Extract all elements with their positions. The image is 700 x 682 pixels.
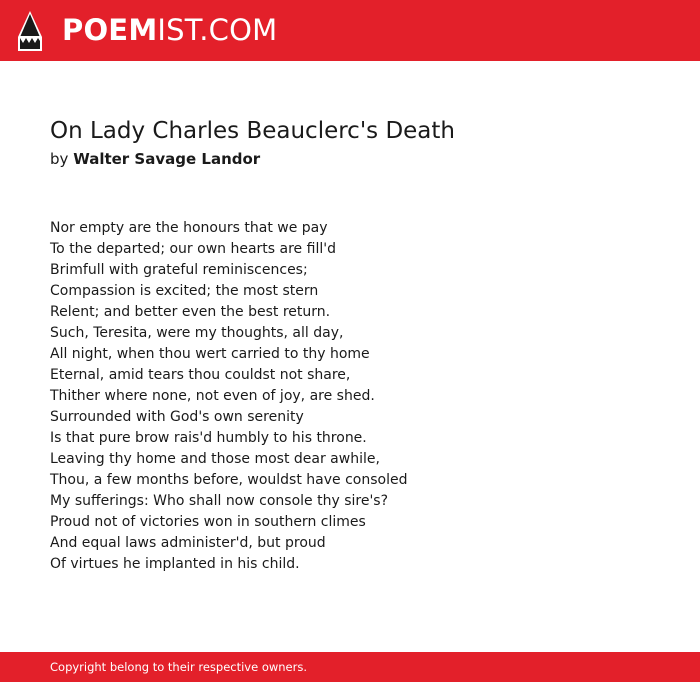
poem-line: Compassion is excited; the most stern (50, 283, 319, 299)
poem-line: Such, Teresita, were my thoughts, all day, (50, 325, 344, 341)
logo-light-text: IST.COM (157, 13, 278, 47)
poem-title: On Lady Charles Beauclerc's Death (50, 118, 455, 144)
poem-line: Is that pure brow rais'd humbly to his throne. (50, 430, 367, 446)
poem-byline (50, 148, 260, 170)
site-header (0, 0, 700, 61)
poem-line: Eternal, amid tears thou couldst not share, (50, 367, 351, 383)
poem-line: My sufferings: Who shall now console thy sire's? (50, 493, 389, 509)
copyright-notice: Copyright belong to their respective owners. (50, 660, 308, 674)
poem-line: Brimfull with grateful reminiscences; (50, 262, 308, 278)
poem-line: Leaving thy home and those most dear awhile, (50, 451, 380, 467)
poem-line: To the departed; our own hearts are fill'd (50, 241, 336, 257)
pencil-logo-icon[interactable] (17, 10, 43, 52)
logo-bold-text: POEM (62, 13, 158, 47)
site-footer (0, 652, 700, 682)
poem-line: Nor empty are the honours that we pay (50, 220, 328, 236)
poem-line: Of virtues he implanted in his child. (50, 556, 300, 572)
author-name: Walter Savage Landor (73, 150, 261, 168)
site-logo-link[interactable] (62, 12, 277, 48)
poem-line: Relent; and better even the best return. (50, 304, 331, 320)
by-label: by (50, 150, 69, 168)
poem-line: Thither where none, not even of joy, are shed. (50, 388, 375, 404)
poem-line: And equal laws administer'd, but proud (50, 535, 326, 551)
poem-line: All night, when thou wert carried to thy home (50, 346, 370, 362)
poem-body (50, 218, 670, 575)
poem-line: Surrounded with God's own serenity (50, 409, 304, 425)
poem-line: Thou, a few months before, wouldst have consoled (50, 472, 408, 488)
poem-line: Proud not of victories won in southern climes (50, 514, 366, 530)
